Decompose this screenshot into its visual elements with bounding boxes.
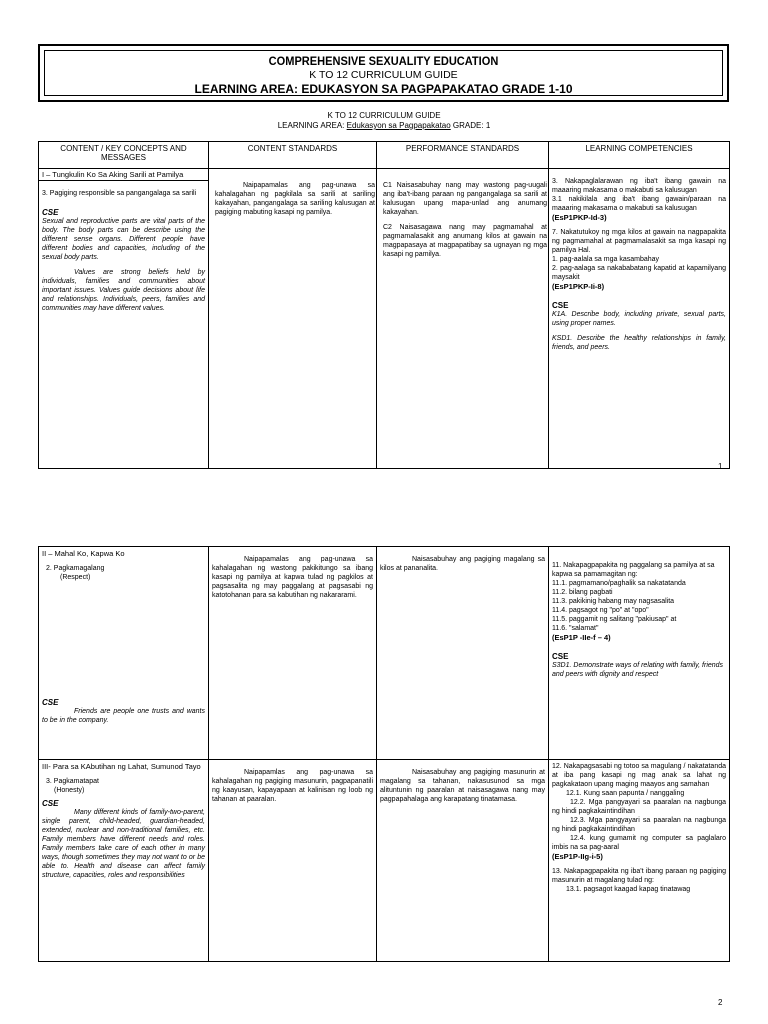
competency-code: (EsP1PKP-Ii-8) bbox=[552, 282, 605, 291]
competency-code: (EsP1PKP-Id-3) bbox=[552, 213, 607, 222]
performance-standard-cell: Naisasabuhay ang pagiging magalang sa kilos at pananalita. bbox=[377, 547, 549, 760]
competency-code: (EsP1P -IIe-f – 4) bbox=[552, 633, 611, 642]
page-number: 1 bbox=[718, 462, 723, 471]
learning-competencies-cell: 12. Nakapagsasabi ng totoo sa magulang / nakatatanda at iba pang kasapi ng mag anak sa lahat ng pagkakataon upang maging maayos ang samahan 12.1. Kung saan papunta / nanggaling 12.2. Mga pangyayari sa paaralan na nagbunga ng hindi pagkakaintindihan 12.3. Mga pangyayari sa paaralan na nagbunga ng hindi pagkakaintindihan 12.4. kung gumamit ng computer sa paglalaro imbis na sa pag-aaral (EsP1P-IIg-i-5) 13. Nakapagpapakita ng iba't ibang paraan ng pagiging masunurin at magalang tulad ng: 13.1. pagsagot kaagad kapag tinatawag bbox=[549, 760, 730, 962]
banner-learning-area: LEARNING AREA: EDUKASYON SA PAGPAPAKATAO GRADE 1-10 bbox=[194, 82, 573, 96]
banner-title: COMPREHENSIVE SEXUALITY EDUCATION bbox=[268, 54, 499, 68]
table-header bbox=[39, 142, 730, 169]
section-title: I – Tungkulin Ko Sa Aking Sarili at Pamilya bbox=[39, 169, 209, 181]
learning-competencies-cell: 3. Nakapaglalarawan ng iba't ibang gawain na maaaring makasama o makabuti sa kalusugan 3.1 nakikilala ang iba't ibang gawain/paraan na maaaring makasama o makabuti sa kalusugan (EsP1PKP-Id-3) 7. Nakatutukoy ng mga kilos at gawain na nagpapakita ng pagmamahal at pagmamalasakit sa mga kasapi ng pamilya Hal. 1. pag-aalala sa mga kasambahay 2. pag-aalaga sa nakababatang kapatid at kapamilyang maysakit (EsP1PKP-Ii-8) CSE K1A. Describe body, including private, sexual parts, using proper names. KSD1. Describe the healthy relationships in family, friends, and peers. bbox=[549, 169, 730, 469]
content-cell: II – Mahal Ko, Kapwa Ko 2. Pagkamagalang (Respect) CSE Friends are people one trusts and wants to be in the company. bbox=[39, 547, 209, 760]
content-standard-cell: Naipapamlas ang pag-unawa sa kahalagahan ng pagiging masunurin, pagpapanatili ng kaayusan, kapayapaan at kalinisan ng loob ng tahanan at paaralan. bbox=[209, 760, 377, 962]
content-standard-text: Naipapamalas ang pag-unawa sa kahalagahan ng pagkilala sa sarili at sariling kakayahan, pangangalaga sa sariling kalusugan at pagiging mabuting kasapi ng pamilya. bbox=[215, 182, 375, 216]
subheader bbox=[0, 111, 768, 131]
title-banner bbox=[38, 44, 729, 102]
section-row bbox=[39, 169, 730, 181]
curriculum-table-2 bbox=[38, 546, 730, 962]
performance-standard-text: C1 Naisasabuhay nang may wastong pag-uugali ang iba't-ibang paraan ng pangangalaga sa sarili at kalusugan upang mapa-unlad ang anumang kakayahan. C2 Naisasagawa nang may pagmamahal at pagmamalasakit ang anumang kilos at gawain na magpapasaya at magpapatibay sa ugnayan ng mga kasapi ng pamilya. bbox=[383, 182, 547, 258]
banner-subtitle: K TO 12 CURRICULUM GUIDE bbox=[309, 69, 458, 81]
subheader-area: LEARNING AREA: Edukasyon sa Pagpapakatao GRADE: 1 bbox=[277, 121, 491, 130]
table-row bbox=[39, 547, 730, 760]
content-cell: 3. Pagiging responsible sa pangangalaga sa sarili CSE Sexual and reproductive parts are vital parts of the body. The body parts can be describe using the different sense organs. Different people have different bodies and capacities, including of the sexual body parts. Values are strong beliefs held by individuals, families and communities about important issues. Values guide decisions about life and relationships. Individuals, peers, families and communities may have different values. bbox=[39, 181, 209, 469]
col-header-content-standards: CONTENT STANDARDS bbox=[209, 142, 377, 169]
content-standard-cell: Naipapamalas ang pag-unawa sa kahalagahan ng wastong pakikitungo sa ibang kasapi ng pamilya at kapwa tulad ng pagkilos at pagsasalita ng may paggalang at pagsasabi ng katotohanan para sa kabutihan ng nakararami. bbox=[209, 547, 377, 760]
learning-competencies-cell: 11. Nakapagpapakita ng paggalang sa pamilya at sa kapwa sa pamamagitan ng: 11.1. pagmamano/paghalik sa nakatatanda 11.2. bilang pagbati 11.3. pakikinig habang may nagsasalita 11.4. pagsagot ng "po" at "opo" 11.5. paggamit ng salitang "pakiusap" at 11.6. "salamat" (EsP1P -IIe-f – 4) CSE S3D1. Demonstrate ways of relating with family, friends and peers with dignity and respect bbox=[549, 547, 730, 760]
content-cell: III- Para sa KAbutihan ng Lahat, Sumunod Tayo 3. Pagkamatapat (Honesty) CSE Many different kinds of family-two-parent, single parent, child-headed, guardian-headed, extended, nuclear and non-traditional families, etc. Family members have different needs and roles. Family members take care of each other in many ways, though sometimes they may not want to or be able to. Health and disease can affect family structure, capacities, roles and responsibilities bbox=[39, 760, 209, 962]
col-header-learning-competencies: LEARNING COMPETENCIES bbox=[549, 142, 730, 169]
col-header-performance-standards: PERFORMANCE STANDARDS bbox=[377, 142, 549, 169]
subheader-guide: K TO 12 CURRICULUM GUIDE bbox=[327, 111, 441, 120]
page-number: 2 bbox=[718, 998, 723, 1007]
performance-standard-cell: Naisasabuhay ang pagiging masunurin at magalang sa tahanan, nakasusunod sa mga alituntunin ng paaralan at naisasagawa nang may pagpapahalaga ang karapatang tinatamasa. bbox=[377, 760, 549, 962]
col-header-content: CONTENT / KEY CONCEPTS AND MESSAGES bbox=[39, 142, 209, 169]
table-row bbox=[39, 760, 730, 962]
competency-code: (EsP1P-IIg-i-5) bbox=[552, 852, 603, 861]
